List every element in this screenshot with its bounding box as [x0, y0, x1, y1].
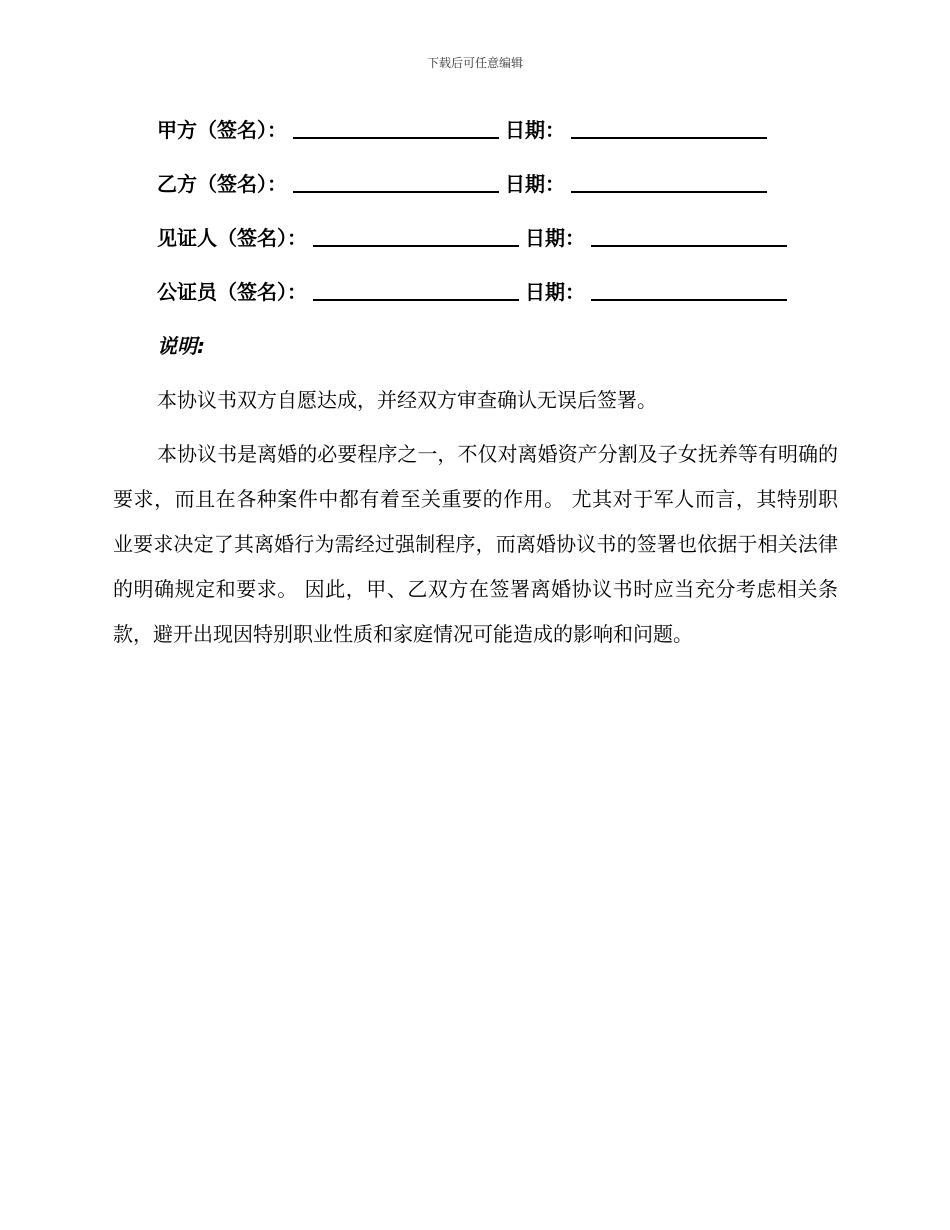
notes-heading: 说明: [157, 334, 205, 358]
date-blank [591, 277, 787, 301]
signature-label: 见证人（签名）： [157, 226, 307, 250]
signature-blank [293, 115, 499, 139]
page-header-note: 下载后可任意编辑 [426, 56, 523, 70]
date-blank [571, 115, 767, 139]
signature-row-party-a [157, 115, 773, 145]
date-blank [571, 169, 767, 193]
date-blank [591, 223, 787, 247]
signature-label: 乙方（签名）： [157, 172, 287, 196]
notes-paragraph: 本协议书是离婚的必要程序之一，不仅对离婚资产分割及子女抚养等有明确的要求，而且在各种案件中都有着至关重要的作用。 尤其对于军人而言，其特别职业要求决定了其离婚行为需经过强制程序，而离婚协议书的签署也依据于相关法律的明确规定和要求。 因此，甲、乙双方在签署离婚协议书时应当充分考虑相关条款，避开出现因特别职业性质和家庭情况可能造成的影响和问题。 [113, 442, 838, 646]
signature-row-party-b [157, 169, 773, 199]
notes-paragraph: 本协议书双方自愿达成，并经双方审查确认无误后签署。 [157, 388, 657, 412]
signature-row-witness [157, 223, 793, 253]
date-label: 日期： [505, 118, 565, 142]
signature-label: 公证员（签名）： [157, 280, 307, 304]
signature-row-notary [157, 277, 793, 307]
signature-blank [313, 223, 519, 247]
date-label: 日期： [525, 280, 585, 304]
date-label: 日期： [505, 172, 565, 196]
signature-label: 甲方（签名）： [157, 118, 287, 142]
signature-blank [293, 169, 499, 193]
date-label: 日期： [525, 226, 585, 250]
signature-blank [313, 277, 519, 301]
